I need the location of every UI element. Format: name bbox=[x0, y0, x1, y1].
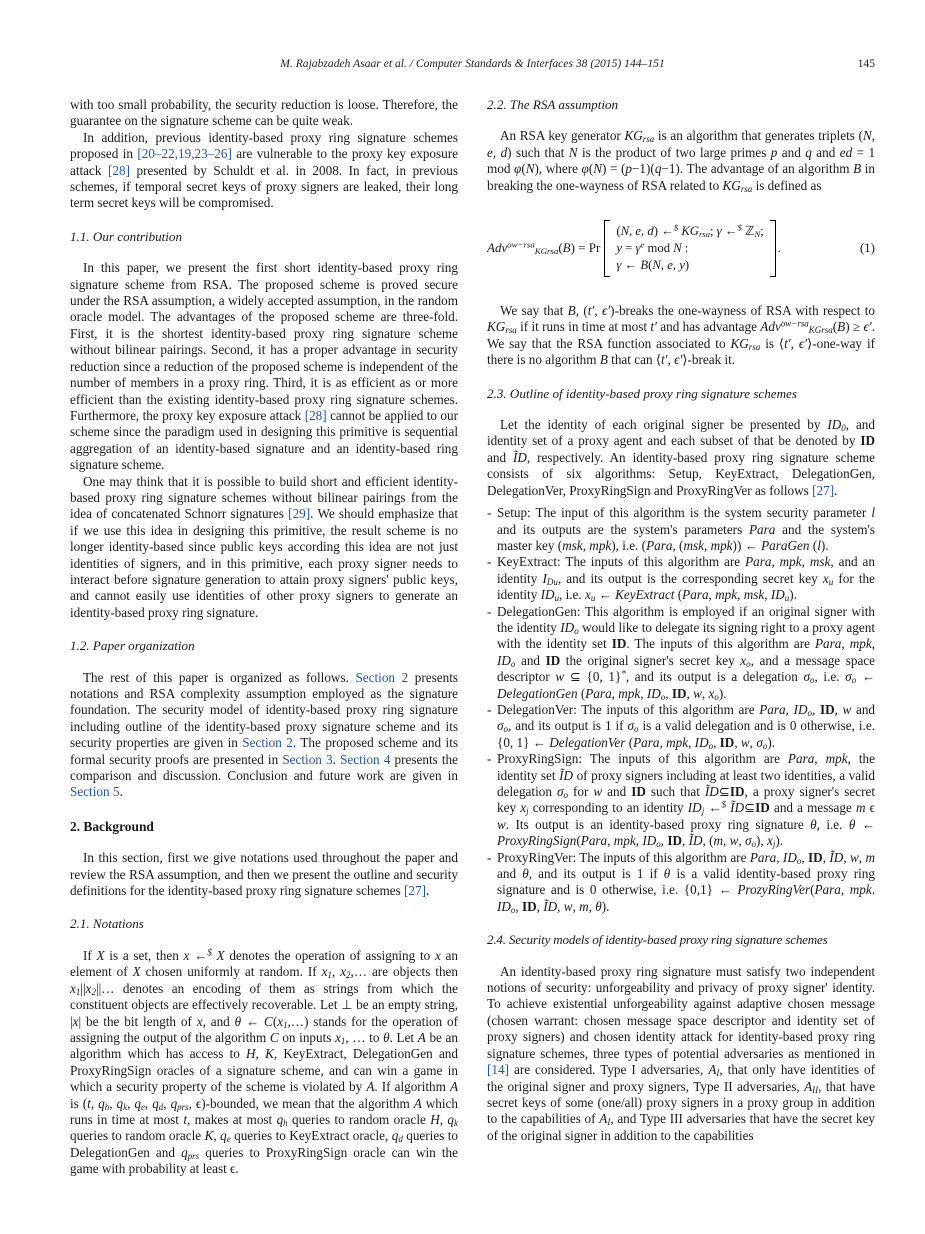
citation-link[interactable]: Section 3 bbox=[282, 751, 333, 767]
paragraph: In addition, previous identity-based proxy ring signature schemes proposed in [20–22,19,23–26] are vulnerable to the proxy key exposure attack [28] presented by Schuldt et al. in 2008. In fact, in previous schemes, if temporal secret keys of proxy signers are leaked, their long term secret keys will be compromised. bbox=[70, 129, 458, 211]
equation-row: γ ← B(N, e, y) bbox=[616, 258, 690, 273]
equation-number: (1) bbox=[859, 240, 875, 256]
citation-link[interactable]: Section 2 bbox=[242, 735, 293, 751]
right-column bbox=[487, 97, 875, 1178]
paragraph: In this section, first we give notations used throughout the paper and review the RSA assumption, and then we present the outline and security definitions for the identity-based proxy ring signature schemes [27]. bbox=[70, 850, 458, 899]
list-item bbox=[487, 702, 875, 751]
heading-our-contribution: 1.1. Our contribution bbox=[70, 228, 183, 244]
equation-bracket-group bbox=[604, 220, 775, 277]
page-header bbox=[70, 57, 875, 73]
citation-link[interactable]: [14] bbox=[487, 1062, 509, 1078]
heading-paper-organization: 1.2. Paper organization bbox=[70, 638, 195, 654]
two-column-body bbox=[70, 97, 875, 1178]
left-column bbox=[70, 97, 458, 1178]
paragraph: We say that B, (t′, ϵ′)-breaks the one-wayness of RSA with respect to KGrsa if it runs in time at most t′ and has advantage Adv$^{ow-rsa}$KGrsa(B) ≥ ϵ′. We say that the RSA function associated to KGrsa is ⟨t′, ϵ′⟩-one-way if there is no algorithm B that can ⟨t′, ϵ′⟩-break it. bbox=[487, 303, 876, 368]
list-item bbox=[487, 850, 875, 916]
list-item bbox=[487, 604, 875, 702]
heading-outline: 2.3. Outline of identity-based proxy ring signature schemes bbox=[487, 385, 797, 401]
paragraph: In this paper, we present the first short identity-based proxy ring signature scheme from RSA. The proposed scheme is proved secure under the RSA assumption, a widely accepted assumption, in the random oracle model. The advantages of the proposed scheme are three-fold. First, it is the shortest identity-based proxy ring signature scheme without bilinear pairings. Second, it has a proper advantage in security reduction since a reduction of the proposed scheme is independent of the number of members in a proxy ring. Third, it is as efficient as or more efficient than the existing identity-based proxy ring signature schemes. Furthermore, the proxy key exposure attack [28] cannot be applied to our scheme since the paradigm used in designing this primitive is sequential aggregation of an identity-based signature and an identity-based ring signature scheme. bbox=[70, 260, 458, 473]
list-item-marker: - bbox=[487, 603, 492, 619]
equation-bracket-right bbox=[770, 220, 776, 277]
citation-link[interactable]: [29] bbox=[288, 506, 311, 522]
list-item-marker: - bbox=[487, 751, 492, 767]
equation-row: (N, e, d) ←$ KGrsa; γ ←$ ℤN; bbox=[616, 222, 764, 239]
list-item-text: DelegationVer: The inputs of this algorithm are Para, IDo, ID, w and σo, and its output is 1 if σo is a valid delegation and is 0 otherwise, i.e. {0, 1} ← DelegationVer (Para, mpk, IDo, ID, w, σo). bbox=[497, 701, 876, 751]
citation-link[interactable]: [28] bbox=[304, 407, 327, 423]
equation-rows bbox=[610, 220, 769, 277]
list-item-text: Setup: The input of this algorithm is the system security parameter l and its outputs are the system's parameters Para and the system's master key (msk, mpk), i.e. (Para, (msk, mpk)) ← ParaGen (l). bbox=[497, 505, 876, 553]
citation-link[interactable]: [27] bbox=[404, 883, 426, 899]
list-item-marker: - bbox=[487, 505, 492, 521]
list-item bbox=[487, 505, 875, 554]
equation-row: $y = \gamma^e$ mod N : bbox=[616, 239, 689, 256]
citation-link[interactable]: [28] bbox=[108, 162, 131, 178]
heading-background: 2. Background bbox=[70, 818, 154, 834]
heading-security-models: 2.4. Security models of identity-based proxy ring signature schemes bbox=[487, 932, 828, 948]
paragraph: Let the identity of each original signer be presented by ID0, and identity set of a proxy agent and each subset of that be denoted by ID and ĨD, respectively. An identity-based proxy ring signature scheme consists of six algorithms: Setup, KeyExtract, DelegationGen, DelegationVer, ProxyRingSign and ProxyRingVer as follows [27]. bbox=[487, 417, 876, 498]
paragraph: with too small probability, the security reduction is loose. Therefore, the guarantee on the signature scheme can be quite weak. bbox=[70, 97, 458, 129]
list-item-marker: - bbox=[487, 701, 492, 717]
paragraph: An RSA key generator KGrsa is an algorithm that generates triplets (N, e, d) such that N is the product of two large primes p and q and ed = 1 mod φ(N), where φ(N) = (p−1)(q−1). The advantage of an algorithm B in breaking the one-wayness of RSA related to KGrsa is defined as bbox=[487, 128, 876, 194]
running-head: M. Rajabzadeh Asaar et al. / Computer Standards & Interfaces 38 (2015) 144–151 bbox=[280, 57, 665, 70]
list-item-marker: - bbox=[487, 849, 492, 865]
list-item-marker: - bbox=[487, 554, 492, 570]
citation-link[interactable]: Section 4 bbox=[340, 751, 391, 767]
paragraph: One may think that it is possible to build short and efficient identity-based proxy ring signature schemes without bilinear pairings from the idea of concatenated Schnorr signatures [29]. We should emphasize that if we use this idea in designing this primitive, the result scheme is no longer identity-based since public keys according this idea are not just identities of signers, and in this primitive, each proxy signer needs to interact before signature generation to attain proxy signers' public keys, and cannot easily use identities of other proxy signers to generate an identity-based proxy ring signature. bbox=[70, 473, 458, 620]
citation-link[interactable]: Section 5 bbox=[70, 784, 120, 800]
heading-notations: 2.1. Notations bbox=[70, 916, 144, 932]
page-number: 145 bbox=[857, 57, 875, 70]
equation-1 bbox=[487, 220, 875, 277]
list-item-text: ProxyRingVer: The inputs of this algorithm are Para, IDo, ID, ĨD, w, m and θ, and its output is 1 if θ is a valid identity-based proxy ring signature and is 0 otherwise, i.e. {0,1} ← ProzyRingVer(Para, mpk. IDo, ID, ĨD, w, m, θ). bbox=[497, 849, 876, 915]
list-item bbox=[487, 554, 875, 603]
paragraph: An identity-based proxy ring signature must satisfy two independent notions of security: unforgeability and privacy of proxy signer' identity. To achieve existential unforgeability against adaptive chosen message (chosen warrant: chosen message space descriptor and identity set of proxy signers) and chosen identity attack for identity-based proxy ring signature schemes, three types of potential adversaries as mentioned in [14] are considered. Type I adversaries, AI, that only have identities of the original signer and proxy signers, Type II adversaries, AII, that have secret keys of some (one/all) proxy signers in a proxy group in addition to the capabilities of AI, and Type III adversaries that have the secret key of the original signer in addition to the capabilities bbox=[487, 963, 876, 1143]
citation-link[interactable]: [27] bbox=[812, 482, 835, 498]
list-item-text: DelegationGen: This algorithm is employed if an original signer with the identity IDo would like to delegate its signing right to a proxy agent with the identity set ID. The inputs of this algorithm are Para, mpk, IDo and ID the original signer's secret key xo, and a message space descriptor w ⊆ {0, 1}*, and its output is a delegation σo, i.e. σo ← DelegationGen (Para, mpk, IDo, ID, w, xo). bbox=[497, 603, 876, 702]
citation-link[interactable]: [20–22,19,23–26] bbox=[137, 146, 232, 162]
heading-rsa-assumption: 2.2. The RSA assumption bbox=[487, 97, 619, 112]
algorithm-list bbox=[487, 505, 875, 915]
paragraph: The rest of this paper is organized as follows. Section 2 presents notations and RSA complexity assumption employed as the signature foundation. The security model of identity-based proxy ring signature including outline of the identity-based proxy signature scheme and its security properties are given in Section 2. The proposed scheme and its formal security proofs are presented in Section 3. Section 4 presents the comparison and discussion. Conclusion and future work are given in Section 5. bbox=[70, 669, 459, 800]
equation-lhs: Adv$^{ow-rsa}$KGrsa(B) = Pr bbox=[487, 239, 601, 257]
paragraph: If X is a set, then x ←$ X denotes the operation of assigning to x an element of X chosen uniformly at random. If x1, x2,… are objects then x1||x2||… denotes an encoding of them as strings from which the constituent objects are effectively recoverable. Let ⊥ be an empty string, |x| be the bit length of x, and θ ← C(x1,…) stands for the operation of assigning the output of the algorithm C on inputs x1, … to θ. Let A be an algorithm which has access to H, K, KeyExtract, DelegationGen and ProxyRingSign oracles of a signature scheme, and can win a game in which a security property of the scheme is violated by A. If algorithm A is (t, qh, qk, qe, qd, qprs, ϵ)-bounded, we mean that the algorithm A which runs in time at most t, makes at most qh queries to random oracle H, qk queries to random oracle K, qe queries to KeyExtract oracle, qd queries to DelegationGen and qprs queries to ProxyRingSign oracle can win the game with probability at least ϵ. bbox=[70, 947, 459, 1177]
list-item bbox=[487, 751, 875, 849]
list-item-text: KeyExtract: The inputs of this algorithm are Para, mpk, msk, and an identity IDu, and its output is the corresponding secret key xu for the identity IDu, i.e. xu ← KeyExtract (Para, mpk, msk, IDu). bbox=[497, 554, 875, 604]
citation-link[interactable]: Section 2 bbox=[355, 669, 409, 685]
list-item-text: ProxyRingSign: The inputs of this algorithm are Para, mpk, the identity set ĨD of proxy signers including at least two identities, a valid delegation σo for w and ID such that ĨD⊆ID, a proxy signer's secret key xj corresponding to an identity IDj ←$ ĨD⊆ID and a message m ϵ w. Its output is an identity-based proxy ring signature θ, i.e. θ ← ProxyRingSign(Para, mpk, IDo, ID, ĨD, (m, w, σo), xj). bbox=[497, 751, 876, 850]
equation-period: . bbox=[777, 240, 782, 256]
